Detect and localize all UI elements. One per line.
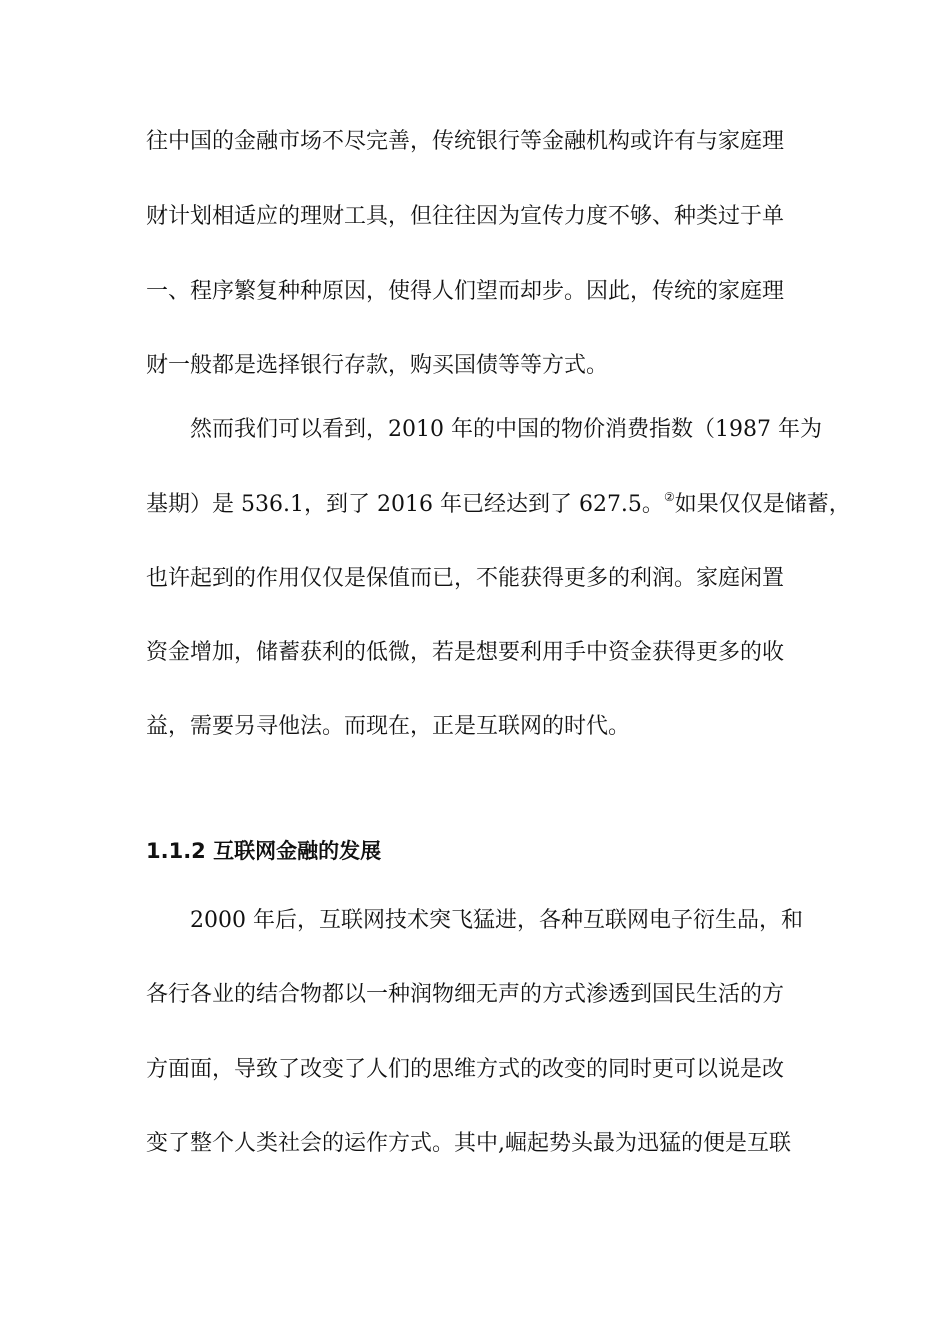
paragraph-2-line-4: 资金增加，储蓄获利的低微，若是想要利用手中资金获得更多的收 xyxy=(146,640,785,665)
section-heading: 1.1.2 互联网金融的发展 xyxy=(146,839,382,863)
paragraph-3-line-4: 变了整个人类社会的运作方式。其中,崛起势头最为迅猛的便是互联 xyxy=(146,1131,791,1156)
paragraph-1-line-4: 财一般都是选择银行存款，购买国债等等方式。 xyxy=(146,353,609,378)
paragraph-3-line-1: 2000 年后，互联网技术突飞猛进，各种互联网电子衍生品，和 xyxy=(190,908,803,933)
paragraph-3-line-3: 方面面，导致了改变了人们的思维方式的改变的同时更可以说是改 xyxy=(146,1057,785,1082)
paragraph-2-line-3: 也许起到的作用仅仅是保值而已，不能获得更多的利润。家庭闲置 xyxy=(146,566,785,591)
paragraph-2-line-5: 益，需要另寻他法。而现在，正是互联网的时代。 xyxy=(146,714,631,739)
footnote-marker[interactable]: ② xyxy=(663,490,675,504)
paragraph-2-line-2-text-a: 基期）是 536.1，到了 2016 年已经达到了 627.5。 xyxy=(146,492,664,517)
paragraph-2-line-2-text-b: 如果仅仅是储蓄， xyxy=(674,492,851,517)
paragraph-1-line-2: 财计划相适应的理财工具，但往往因为宣传力度不够、种类过于单 xyxy=(146,204,785,229)
paragraph-3-line-2: 各行各业的结合物都以一种润物细无声的方式渗透到国民生活的方 xyxy=(146,982,785,1007)
paragraph-1-line-1: 往中国的金融市场不尽完善，传统银行等金融机构或许有与家庭理 xyxy=(146,129,785,154)
paragraph-1-line-3: 一、程序繁复种种原因，使得人们望而却步。因此，传统的家庭理 xyxy=(146,279,785,304)
paragraph-2-line-2 xyxy=(146,490,851,520)
paragraph-2-line-1: 然而我们可以看到，2010 年的中国的物价消费指数（1987 年为 xyxy=(190,417,822,442)
